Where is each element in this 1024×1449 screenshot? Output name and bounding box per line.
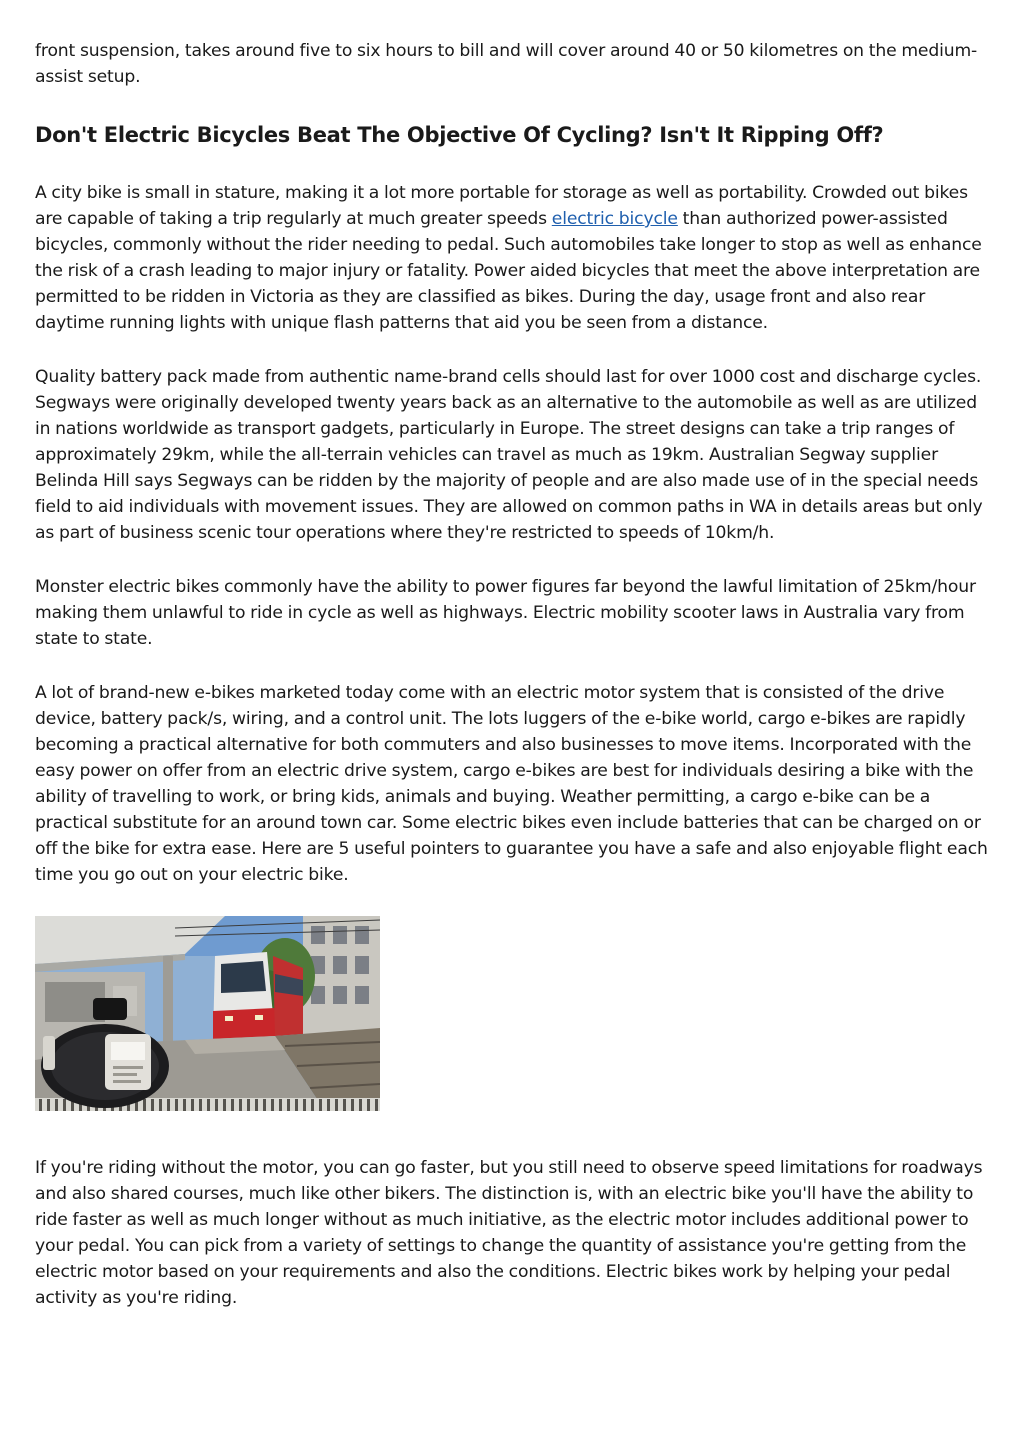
- paragraph-3: Monster electric bikes commonly have the ability to power figures far beyond the lawful limitation of 25km/hour making them unlawful to ride in cycle as well as highways. Electric mobility scooter laws in Australia vary from state to state.: [35, 577, 976, 649]
- paragraph-1-text-a: A city bike is small in stature, making it a lot more portable for storage as well as portability. Crowded out bikes are capable of taking a trip regularly at much greater speeds: [35, 183, 968, 229]
- paragraph-5: If you're riding without the motor, you can go faster, but you still need to observe speed limitations for roadways and also shared courses, much like other bikers. The distinction is, with an electric bike you'll have the ability to ride faster as well as much longer without as much initiative, as the electric motor includes additional power to your pedal. You can pick from a variety of settings to change the quantity of assistance you're getting from the electric motor based on your requirements and also the conditions. Electric bikes work by helping your pedal activity as you're riding.: [35, 1158, 983, 1308]
- electric-bicycle-link[interactable]: electric bicycle: [551, 209, 678, 229]
- paragraph-2: Quality battery pack made from authentic name-brand cells should last for over 1000 cost and discharge cycles. Segways were originally developed twenty years back as an alternative to the automobile as well as are utilized in nations worldwide as transport gadgets, particularly in Europe. The street designs can take a trip ranges of approximately 29km, while the all-terrain vehicles can travel as much as 19km. Australian Segway supplier Belinda Hill says Segways can be ridden by the majority of people and are also made use of in the special needs field to aid individuals with movement issues. They are allowed on common paths in WA in details areas but only as part of business scenic tour operations where they're restricted to speeds of 10km/h.: [35, 367, 983, 543]
- intro-continuation: front suspension, takes around five to six hours to bill and will cover around 40 or 50 kilometres on the medium-assist setup.: [35, 41, 978, 87]
- article-body: [35, 38, 990, 1339]
- article-photo: [35, 916, 380, 1111]
- section-heading: Don't Electric Bicycles Beat The Objective Of Cycling? Isn't It Ripping Off?: [35, 123, 884, 147]
- paragraph-4: A lot of brand-new e-bikes marketed today come with an electric motor system that is consisted of the drive device, battery pack/s, wiring, and a control unit. The lots luggers of the e-bike world, cargo e-bikes are rapidly becoming a practical alternative for both commuters and also businesses to move items. Incorporated with the easy power on offer from an electric drive system, cargo e-bikes are best for individuals desiring a bike with the ability of travelling to work, or bring kids, animals and buying. Weather permitting, a cargo e-bike can be a practical substitute for an around town car. Some electric bikes even include batteries that can be charged on or off the bike for extra ease. Here are 5 useful pointers to guarantee you have a safe and also enjoyable flight each time you go out on your electric bike.: [35, 683, 988, 885]
- paragraph-1-text-b: than authorized power-assisted bicycles, commonly without the rider needing to pedal. Such automobiles take longer to stop as well as enhance the risk of a crash leading to major injury or fatality. Power aided bicycles that meet the above interpretation are permitted to be ridden in Victoria as they are classified as bikes. During the day, usage front and also rear daytime running lights with unique flash patterns that aid you be seen from a distance.: [35, 209, 982, 333]
- train-station-unicycle-photo-icon: [35, 916, 380, 1111]
- paragraph-1: [35, 180, 990, 336]
